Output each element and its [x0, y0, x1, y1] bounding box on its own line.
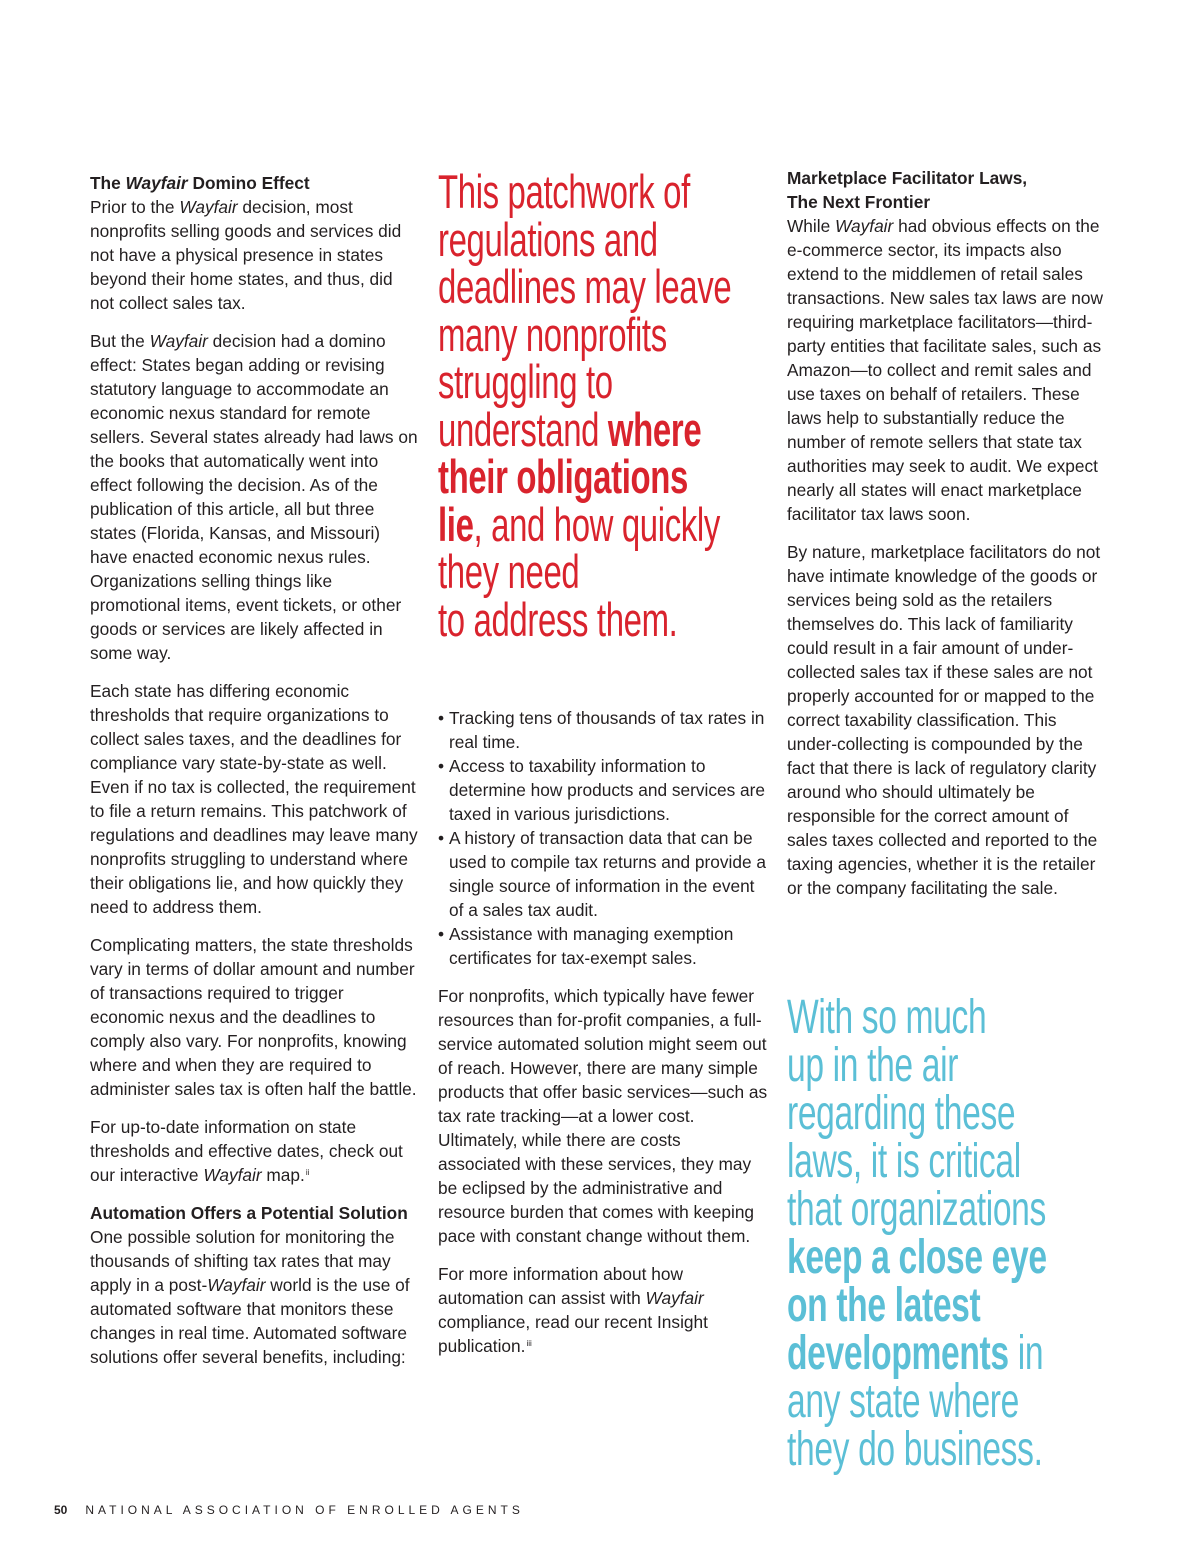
list-item: • Assistance with managing exemption certificates for tax-exempt sales. — [438, 922, 768, 970]
list-item: • Access to taxability information to determine how products and services are taxed in various jurisdictions. — [438, 754, 768, 826]
section-heading-automation: Automation Offers a Potential Solution — [90, 1203, 408, 1223]
paragraph: Each state has differing economic thresholds that require organizations to collect sales taxes, and the deadlines for compliance vary state-by-state as well. Even if no tax is collected, the requirement to file a return remains. This patchwork of regulations and deadlines may leave many nonprofits struggling to understand where their obligations lie, and how quickly they need to address them. — [90, 681, 418, 917]
list-item: • Tracking tens of thousands of tax rates in real time. — [438, 706, 768, 754]
paragraph: For nonprofits, which typically have fewer resources than for-profit companies, a full-service automated solution might seem out of reach. However, there are many simple products that offer basic services—such as tax rate tracking—at a lower cost. Ultimately, while there are costs associated with these services, they may be eclipsed by the administrative and resource burden that comes with keeping pace with constant change without them. — [438, 986, 768, 1246]
paragraph: Complicating matters, the state thresholds vary in terms of dollar amount and number of transactions required to trigger economic nexus and the deadlines to comply also vary. For nonprofits, knowing where and when they are required to administer sales tax is often half the battle. — [90, 935, 417, 1099]
footnote-ref: ii — [305, 1168, 310, 1177]
page-number: 50 — [54, 1503, 68, 1517]
paragraph: For up-to-date information on state thresholds and effective dates, check out our interactive Wayfair map.$^{ii}$ — [90, 1117, 403, 1185]
column-middle — [438, 706, 768, 1372]
paragraph: By nature, marketplace facilitators do not have intimate knowledge of the goods or services being sold as the retailers themselves do. This lack of familiarity could result in a fair amount of under-collected sales tax if these sales are not properly accounted for or mapped to the correct taxability classification. This under-collecting is compounded by the fact that there is lack of regulatory clarity around who should ultimately be responsible for the correct amount of sales taxes collected and reported to the taxing agencies, whether it is the retailer or the company facilitating the sale. — [787, 542, 1101, 898]
pull-quote-blue: With so much up in the air regarding these laws, it is critical that organizations keep a close eye on the latest developments in any state where they do business. — [787, 991, 1047, 1476]
column-right — [787, 166, 1107, 914]
paragraph: For more information about how automation can assist with Wayfair compliance, read our recent Insight publication.$^{iii}$ — [438, 1264, 708, 1356]
paragraph: One possible solution for monitoring the thousands of shifting tax rates that may apply in a post-Wayfair world is the use of automated software that monitors these changes in real time. Automated software solutions offer several benefits, including: — [90, 1227, 410, 1367]
section-heading-domino-effect: The Wayfair Domino Effect — [90, 173, 310, 193]
pull-quote-red: This patchwork of regulations and deadlines may leave many nonprofits struggling to understand where their obligations lie, and how quickly they need to address them. — [438, 165, 732, 646]
list-item: • A history of transaction data that can be used to compile tax returns and provide a single source of information in the event of a sales tax audit. — [438, 826, 768, 922]
page-footer — [54, 1502, 524, 1518]
section-heading-marketplace: Marketplace Facilitator Laws, The Next Frontier — [787, 168, 1028, 212]
paragraph: While Wayfair had obvious effects on the e-commerce sector, its impacts also extend to the middlemen of retail sales transactions. New sales tax laws are now requiring marketplace facilitators—third-party entities that facilitate sales, such as Amazon—to collect and remit sales and use taxes on behalf of retailers. These laws help to substantially reduce the number of remote sellers that state tax authorities may seek to audit. We expect nearly all states will enact marketplace facilitator tax laws soon. — [787, 216, 1103, 524]
publication-name: NATIONAL ASSOCIATION OF ENROLLED AGENTS — [85, 1503, 524, 1517]
paragraph: But the Wayfair decision had a domino effect: States began adding or revising statutory language to accommodate an economic nexus standard for remote sellers. Several states already had laws on the books that automatically went into effect following the decision. As of the publication of this article, all but three states (Florida, Kansas, and Missouri) have enacted economic nexus rules. Organizations selling things like promotional items, event tickets, or other goods or services are likely affected in some way. — [90, 331, 418, 663]
paragraph: Prior to the Wayfair decision, most nonprofits selling goods and services did not have a physical presence in states beyond their home states, and thus, did not collect sales tax. — [90, 197, 402, 313]
footnote-ref: iii — [526, 1339, 532, 1348]
benefits-list — [438, 706, 768, 970]
column-left — [90, 171, 420, 1383]
